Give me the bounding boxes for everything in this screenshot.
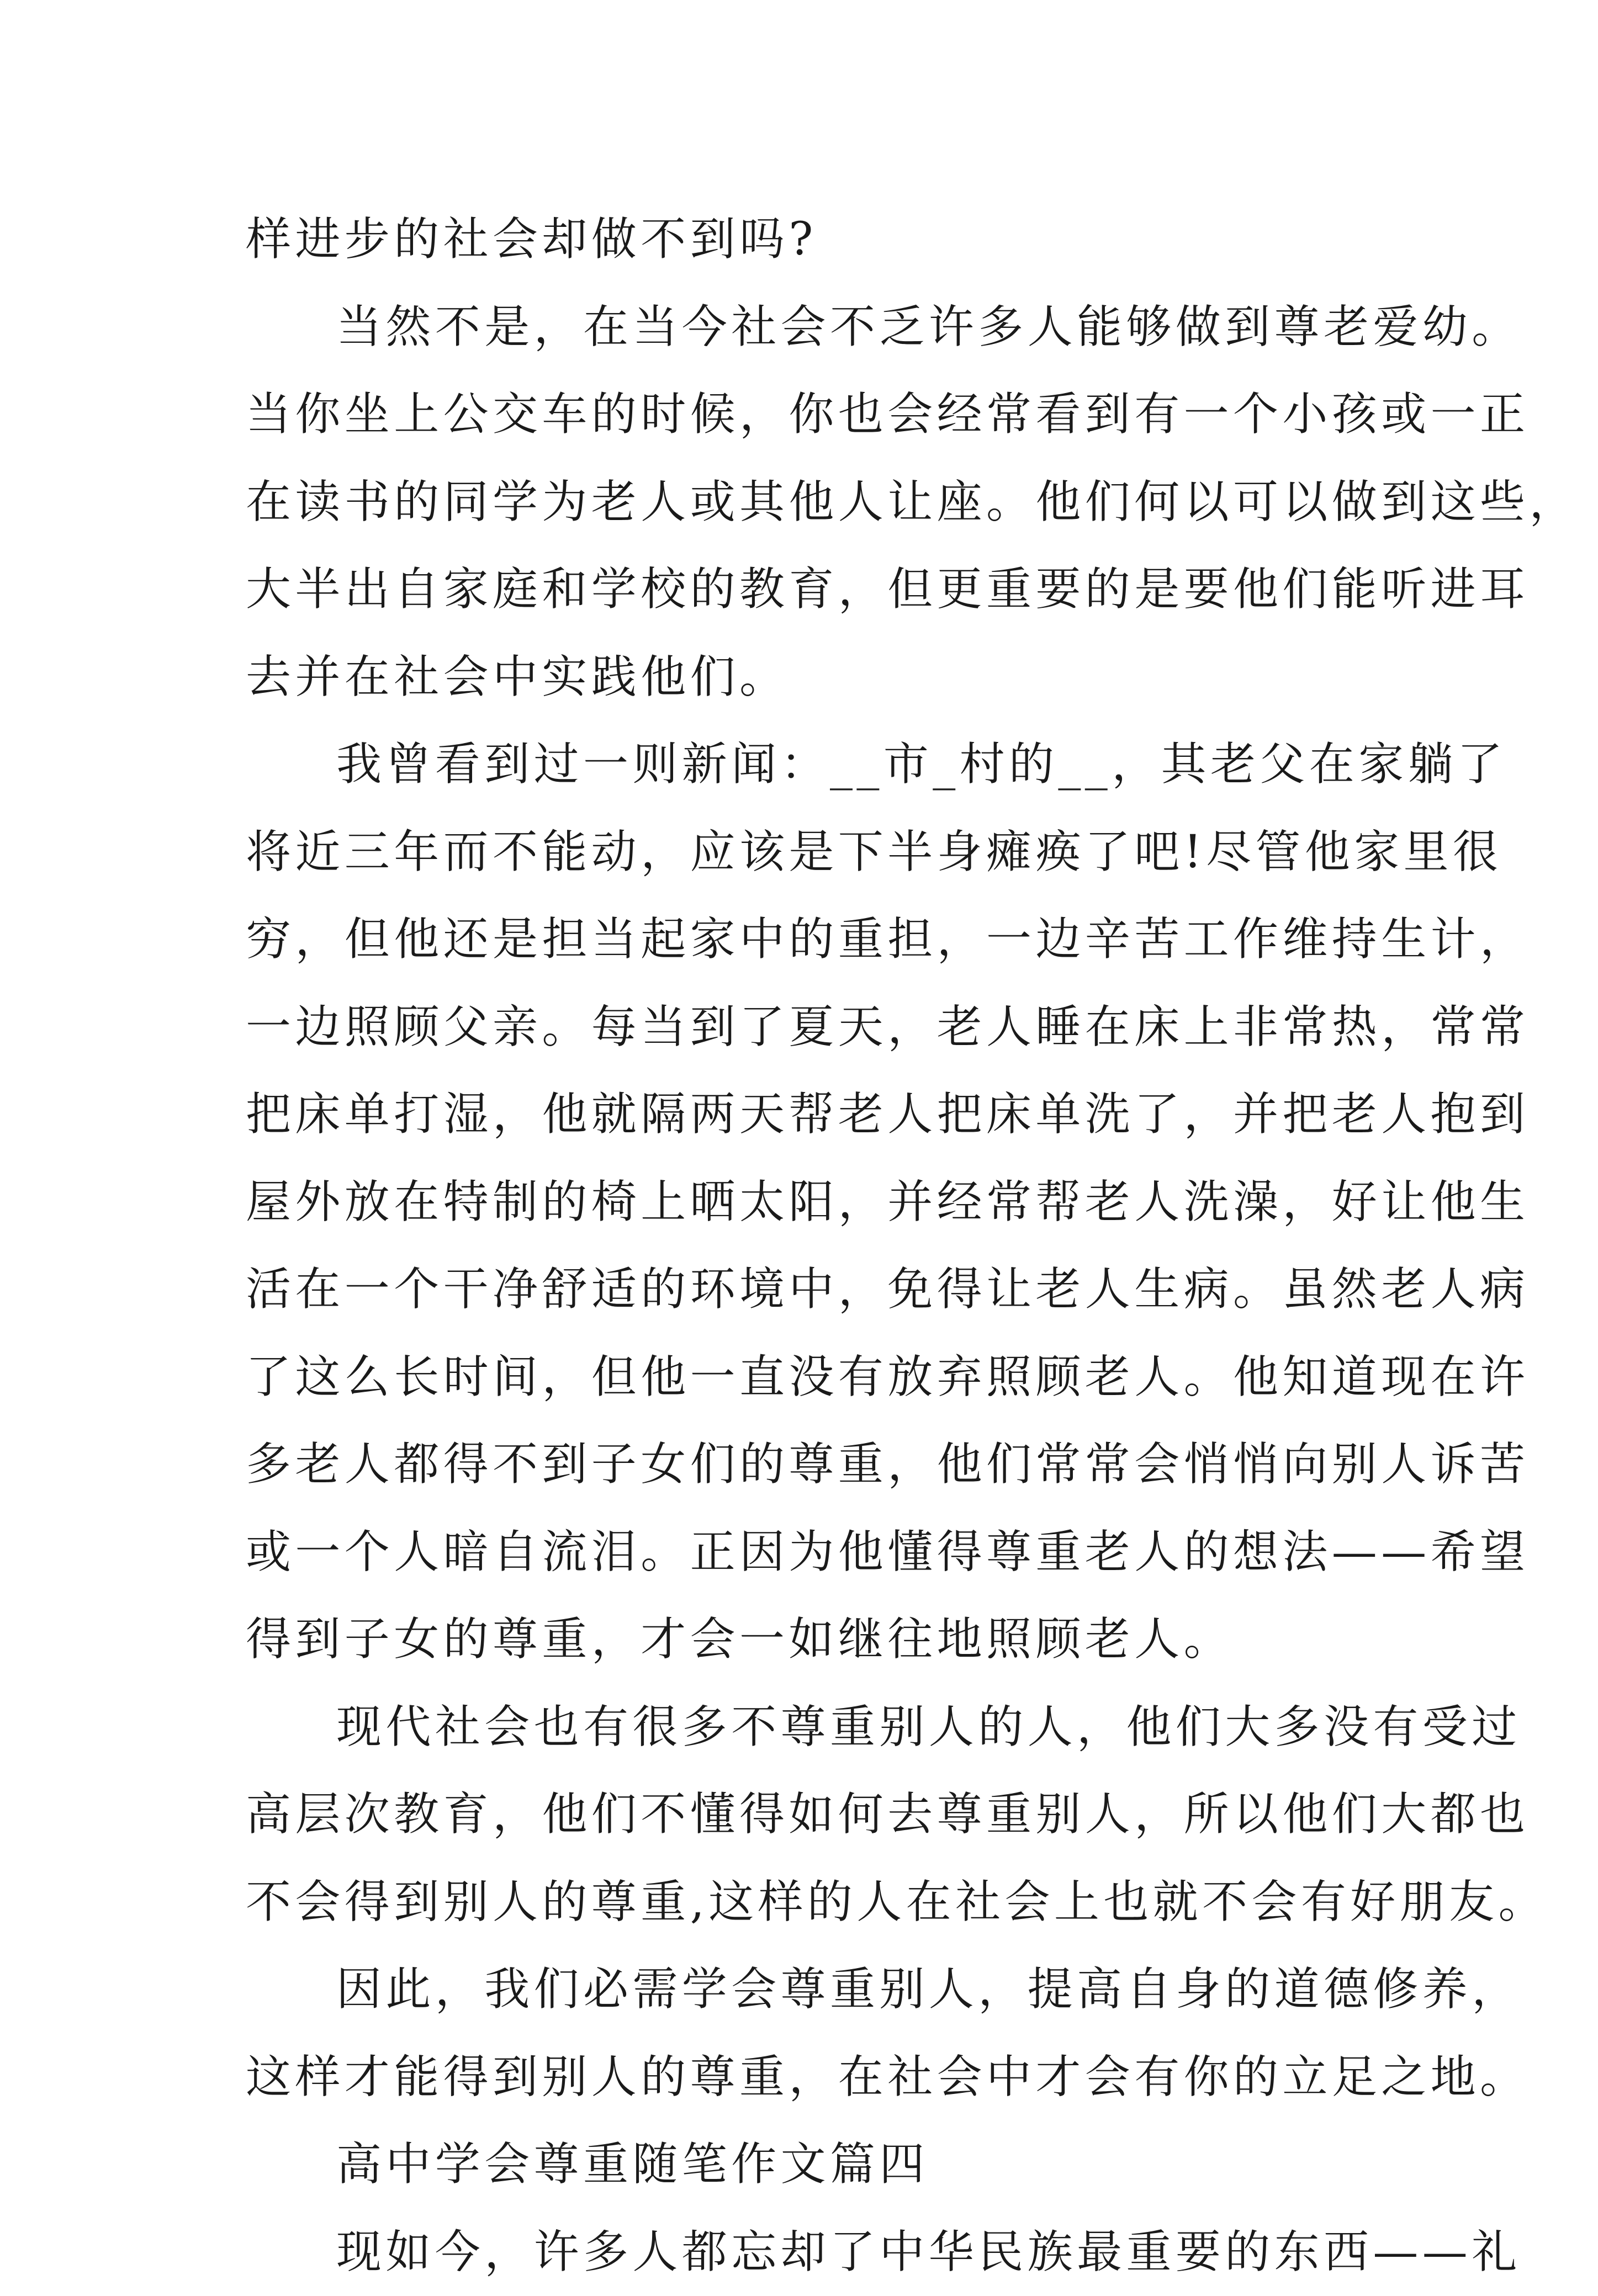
text-line: 活在一个干净舒适的环境中，免得让老人生病。虽然老人病 [246, 1246, 1383, 1334]
text-line: 把床单打湿，他就隔两天帮老人把床单洗了，并把老人抱到 [246, 1071, 1383, 1159]
text-line: 这样才能得到别人的尊重，在社会中才会有你的立足之地。 [246, 2034, 1383, 2122]
text-line: 高中学会尊重随笔作文篇四 [246, 2121, 1383, 2209]
text-line: 穷，但他还是担当起家中的重担，一边辛苦工作维持生计， [246, 896, 1383, 984]
text-line: 现代社会也有很多不尊重别人的人，他们大多没有受过 [246, 1684, 1383, 1772]
text-line: 大半出自家庭和学校的教育，但更重要的是要他们能听进耳 [246, 546, 1383, 634]
text-line: 当然不是，在当今社会不乏许多人能够做到尊老爱幼。 [246, 284, 1383, 372]
text-line: 在读书的同学为老人或其他人让座。他们何以可以做到这些， [246, 459, 1383, 547]
text-line: 因此，我们必需学会尊重别人，提高自身的道德修养， [246, 1946, 1383, 2034]
text-line: 多老人都得不到子女们的尊重，他们常常会悄悄向别人诉苦 [246, 1421, 1383, 1509]
text-line: 高层次教育，他们不懂得如何去尊重别人，所以他们大都也 [246, 1771, 1383, 1859]
text-line: 或一个人暗自流泪。正因为他懂得尊重老人的想法——希望 [246, 1509, 1383, 1597]
text-line: 屋外放在特制的椅上晒太阳，并经常帮老人洗澡，好让他生 [246, 1159, 1383, 1247]
text-line: 样进步的社会却做不到吗? [246, 196, 1383, 284]
text-line: 了这么长时间，但他一直没有放弃照顾老人。他知道现在许 [246, 1334, 1383, 1422]
text-line: 得到子女的尊重，才会一如继往地照顾老人。 [246, 1596, 1383, 1684]
text-line: 一边照顾父亲。每当到了夏天，老人睡在床上非常热，常常 [246, 984, 1383, 1072]
text-line: 不会得到别人的尊重,这样的人在社会上也就不会有好朋友。 [246, 1859, 1383, 1947]
text-line: 将近三年而不能动，应该是下半身瘫痪了吧!尽管他家里很 [246, 809, 1383, 897]
text-line: 当你坐上公交车的时候，你也会经常看到有一个小孩或一正 [246, 371, 1383, 459]
text-line: 去并在社会中实践他们。 [246, 634, 1383, 722]
text-line: 我曾看到过一则新闻：__市_村的__，其老父在家躺了 [246, 721, 1383, 809]
text-line: 现如今，许多人都忘却了中华民族最重要的东西——礼 [246, 2209, 1383, 2296]
article-body [246, 196, 1383, 2296]
